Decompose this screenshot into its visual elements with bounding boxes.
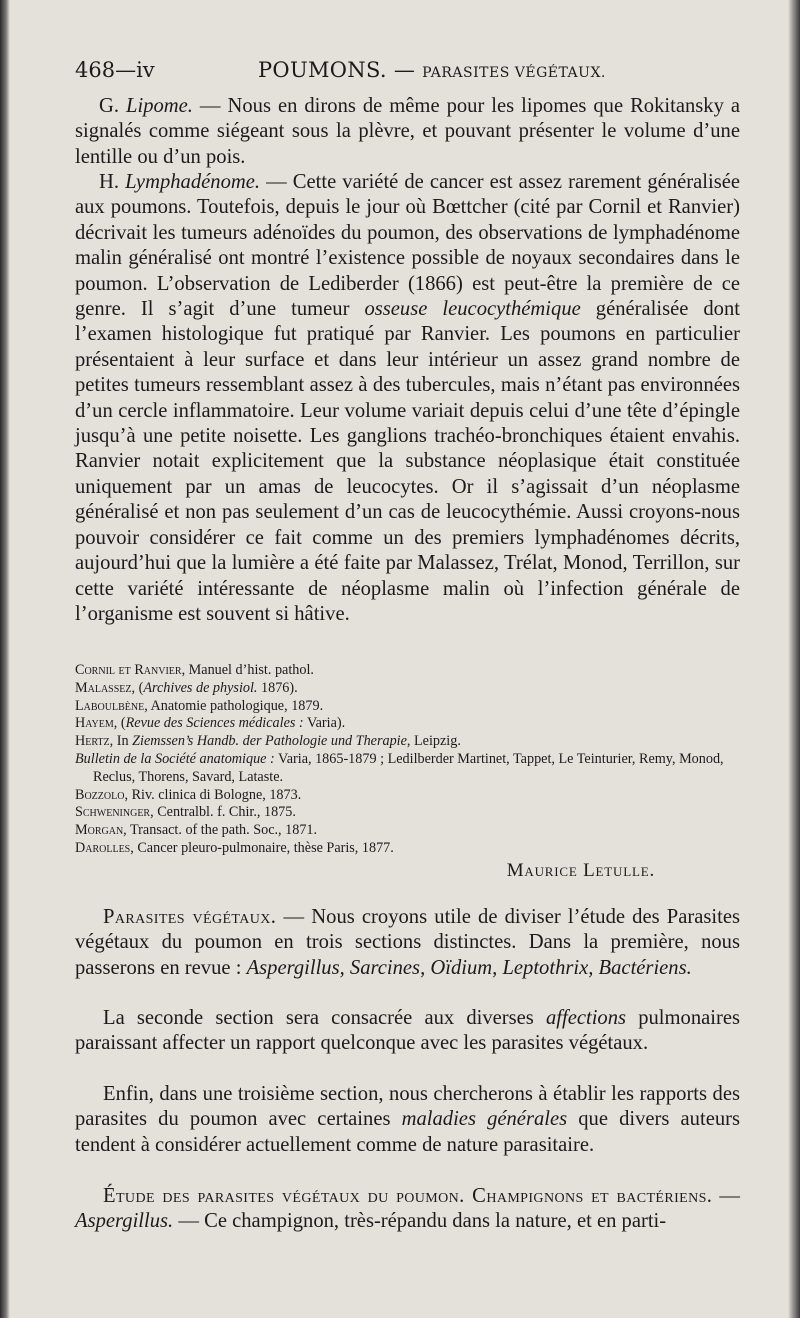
reference-author: Laboulbène [75,697,145,714]
paragraph-text: — Ce champignon, très-répandu dans la nature, et en parti- [173,1210,667,1233]
section-label: H. [99,171,126,193]
reference-entry: Darolles, Cancer pleuro-pulmonaire, thèse Paris, 1877. [75,839,394,856]
italic-list: Aspergillus, Sarcines, Oïdium, Leptothrix, Bactériens. [246,956,692,979]
section-heading: Parasites végétaux. [103,906,277,928]
italic-term: affections [545,1007,627,1029]
paragraph-text: Enfin, dans une troisième section, nous chercherons à établir les rapports des parasites du poumon avec certaines [75,1083,740,1131]
reference-author: Schweninger [75,804,151,821]
section-term: Lymphadénome. [125,171,261,193]
reference-author: Malassez [75,679,132,696]
reference-author: Hertz [75,733,110,750]
reference-author: Cornil et Ranvier [75,662,182,678]
section-heading: Étude des parasites végétaux du poumon. Champignons et bactériens. [103,1185,713,1207]
paragraph-parasites-vegetaux [75,905,740,981]
italic-term: maladies générales [401,1108,568,1131]
paragraph-text: — [712,1185,741,1207]
reference-entry: Morgan, Transact. of the path. Soc., 1871. [75,822,318,839]
reference-entry: Hertz, In Ziemssen’s Handb. der Pathologie und Therapie, Leipzig. [75,733,461,750]
paragraph-troisieme-section [75,1082,740,1158]
section-term: Lipome. [126,95,193,117]
paragraph-lymphadenome [75,170,740,627]
reference-author: Bozzolo [75,786,125,803]
reference-entry: Schweninger, Centralbl. f. Chir., 1875. [75,804,296,821]
paragraph-text: — Nous en dirons de même pour les lipomes que Rokitansky a signalés comme siégeant sous la plèvre, et pouvant présenter le volume d’une lentille ou d’un pois. [75,95,741,168]
reference-entry: Malassez, (Archives de physiol. 1876). [75,679,298,696]
italic-term: Aspergillus. [75,1210,174,1233]
paragraph-text: que divers auteurs tendent à considérer actuellement comme de nature parasitaire. [75,1108,741,1156]
page-number: 468—iv [75,58,155,82]
reference-entry: Laboulbène, Anatomie pathologique, 1879. [75,697,324,714]
paragraph-text: — Cette variété de cancer est assez rarement généralisée aux poumons. Toutefois, depuis le jour où Bœttcher (cité par Cornil et Ranvier) décrivait les tumeurs adénoïdes du poumon, des observations de lymphadénome malin généralisé ont montré l’existence possible de noyaux secondaires dans le poumon. L’observation de Lediberder (1866) est peut-être la première de ce genre. Il s’agit d’une tumeur [75,171,740,321]
running-title [258,58,606,82]
paragraph-seconde-section [75,1006,740,1057]
running-title-sub: PARASITES VÉGÉTAUX. [422,65,606,81]
reference-entry: Cornil et Ranvier, Manuel d’hist. pathol. [75,662,314,678]
reference-author: Darolles [75,839,131,856]
italic-term: osseuse leucocythémique [364,298,581,321]
reference-entry: Bulletin de la Société anatomique : Varia, 1865-1879 ; Ledilberder Martinet, Tappet, Le Teinturier, Remy, Monod, Reclus, Thorens, Savard, Lataste. [75,750,724,785]
paragraph-text: généralisée dont l’examen histologique fut pratiqué par Ranvier. Les poumons en particulier présentaient à leur surface et dans leur intérieur un assez grand nombre de petites tumeurs ressemblant assez à des tubercules, mais n’étant pas environnées d’un cercle inflammatoire. Leur volume variait depuis celui d’une tête d’épingle jusqu’à une petite noisette. Les ganglions trachéo-bronchiques étaient envahis. Ranvier notait explicitement que la substance néoplasique était constituée uniquement par un amas de leucocytes. Or il s’agissait d’un néoplasme généralisé et non pas seulement d’un cas de leucocythémie. Aussi croyons-nous pouvoir considérer ce fait comme un des premiers lymphadénomes décrits, aujourd’hui que la lumière a été faite par Malassez, Trélat, Monod, Terrillon, sur cette variété intéressante de néoplasme malin où l’infection générale de l’organisme est souvent si hâtive. [75,298,740,625]
author-signature: Maurice Letulle. [506,860,655,881]
paragraph-lipome [75,94,740,170]
section-label: G. [99,95,127,117]
running-title-dash: — [386,58,423,82]
paragraph-text: La seconde section sera consacrée aux diverses [103,1007,546,1029]
bibliography [75,662,755,858]
paragraph-etude-parasites [75,1184,740,1235]
paragraph-text: pulmonaires paraissant affecter un rapport quelconque avec les parasites végétaux. [75,1007,740,1055]
running-header [75,58,755,88]
reference-entry: Hayem, (Revue des Sciences médicales : Varia). [75,715,346,732]
page-left-edge [0,0,10,1318]
page-right-edge [788,0,800,1318]
reference-author: Morgan [75,822,124,839]
running-title-main: POUMONS. [258,58,387,82]
reference-author: Hayem [75,715,114,732]
paragraph-text: — Nous croyons utile de diviser l’étude des Parasites végétaux du poumon en trois sections distinctes. Dans la première, nous passerons en revue : [75,906,741,979]
reference-entry: Bozzolo, Riv. clinica di Bologne, 1873. [75,786,302,803]
